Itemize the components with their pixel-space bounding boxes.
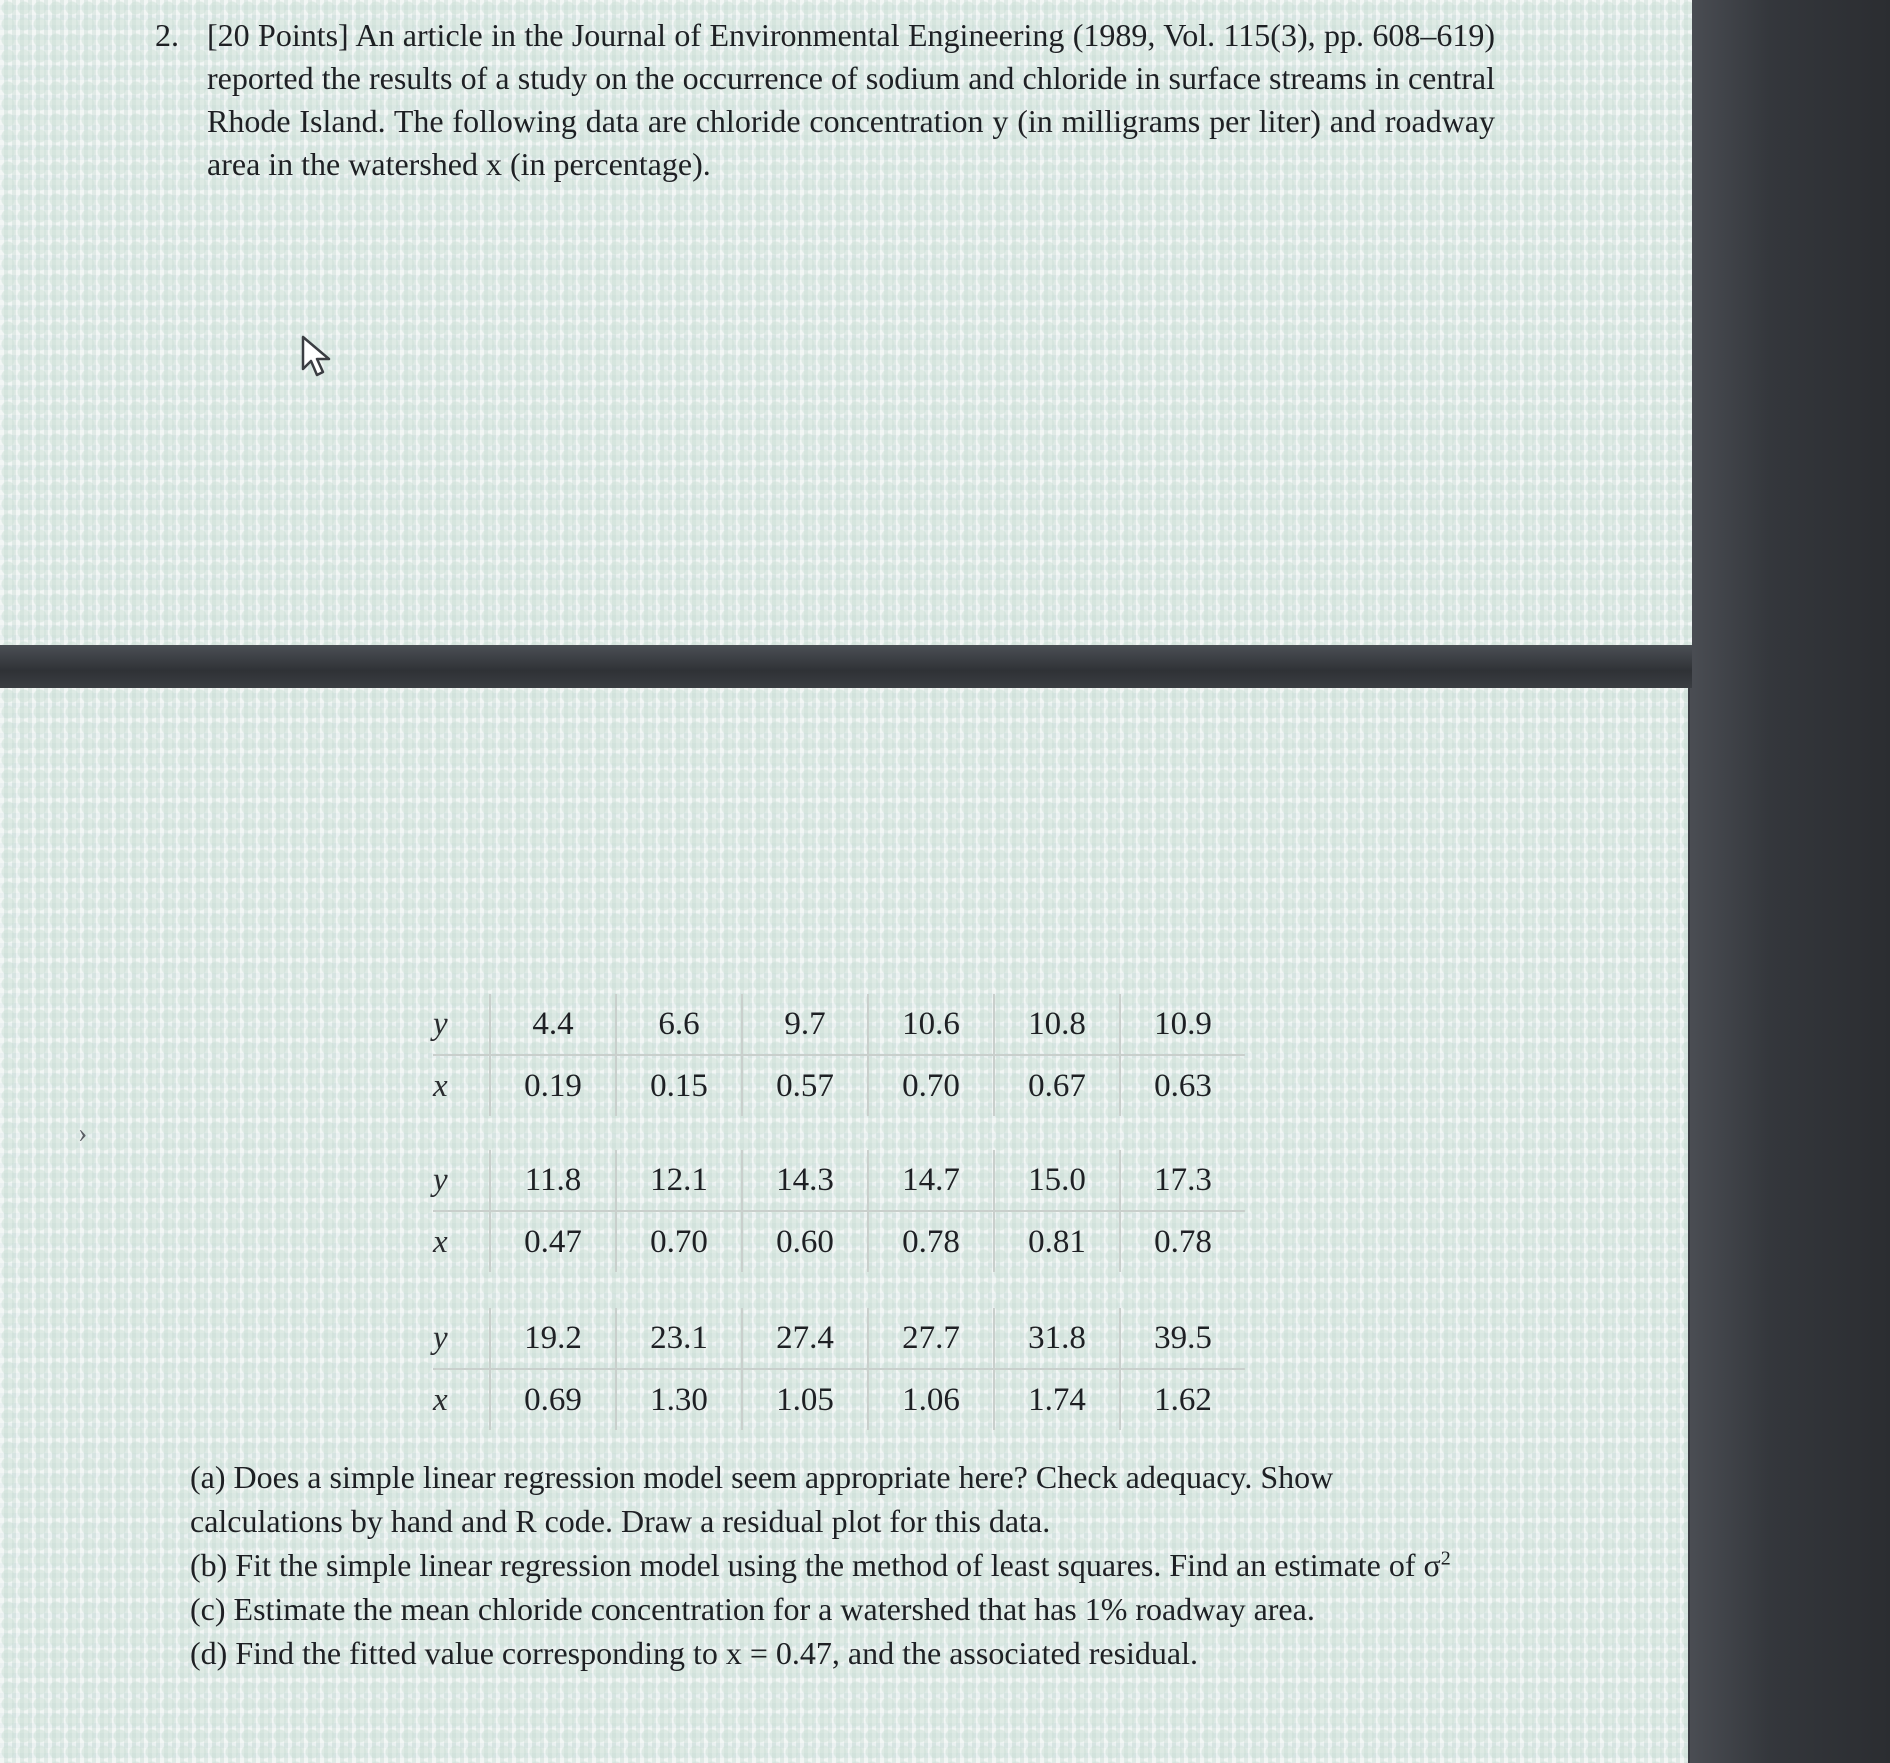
table-cell: 0.81: [994, 1211, 1120, 1272]
table-cell: 10.9: [1120, 994, 1245, 1055]
table-cell: 1.74: [994, 1369, 1120, 1430]
table-cell: 10.8: [994, 994, 1120, 1055]
sigma-exponent: 2: [1440, 1547, 1451, 1570]
question-b-text: (b) Fit the simple linear regression model using the method of least squares. Find an estimate of σ: [190, 1547, 1441, 1583]
table-cell: 0.15: [616, 1055, 742, 1116]
table-row-x: [433, 1369, 1245, 1430]
table-cell: 0.57: [742, 1055, 868, 1116]
table-cell: 39.5: [1120, 1308, 1245, 1369]
table-cell: 0.70: [616, 1211, 742, 1272]
table-cell: 4.4: [490, 994, 616, 1055]
table-cell: 0.47: [490, 1211, 616, 1272]
table-cell: 12.1: [616, 1150, 742, 1211]
table-cell: 14.7: [868, 1150, 994, 1211]
table-cell: 0.60: [742, 1211, 868, 1272]
stray-mark: ›: [78, 1118, 88, 1149]
table-cell: 17.3: [1120, 1150, 1245, 1211]
table-cell: 31.8: [994, 1308, 1120, 1369]
question-b: [190, 1543, 1490, 1587]
table-cell: 0.70: [868, 1055, 994, 1116]
table-row-y: [433, 1308, 1245, 1369]
table-cell: 1.06: [868, 1369, 994, 1430]
data-table-block-1: [433, 994, 1245, 1116]
table-cell: 27.7: [868, 1308, 994, 1369]
table-row-x: [433, 1055, 1245, 1116]
table-cell: 10.6: [868, 994, 994, 1055]
question-list: [190, 1455, 1490, 1675]
table-cell: 0.78: [868, 1211, 994, 1272]
table-cell: 9.7: [742, 994, 868, 1055]
problem-statement: [155, 14, 1495, 186]
table-cell: 0.78: [1120, 1211, 1245, 1272]
table-cell: 0.67: [994, 1055, 1120, 1116]
data-table-block-3: [433, 1308, 1245, 1430]
table-cell: 0.69: [490, 1369, 616, 1430]
x-label: x: [433, 1381, 448, 1418]
y-label: y: [433, 1308, 490, 1369]
monitor-bezel: [1690, 0, 1890, 1763]
question-d: (d) Find the fitted value corresponding to x = 0.47, and the associated residual.: [190, 1635, 1199, 1671]
data-table-block-2: [433, 1150, 1245, 1272]
table-cell: 23.1: [616, 1308, 742, 1369]
question-c: (c) Estimate the mean chloride concentration for a watershed that has 1% roadway area.: [190, 1591, 1315, 1627]
y-label: y: [433, 994, 490, 1055]
table-cell: 14.3: [742, 1150, 868, 1211]
y-label: y: [433, 1150, 490, 1211]
table-cell: 27.4: [742, 1308, 868, 1369]
table-row-y: [433, 994, 1245, 1055]
problem-text: [20 Points] An article in the Journal of Environmental Engineering (1989, Vol. 115(3), pp. 608–619) reported the results of a study on the occurrence of sodium and chloride in surface streams in central Rhode Island. The following data are chloride concentration y (in milligrams per liter) and roadway area in the watershed x (in percentage).: [207, 17, 1495, 182]
table-row-y: [433, 1150, 1245, 1211]
x-label: x: [433, 1067, 448, 1104]
table-cell: 19.2: [490, 1308, 616, 1369]
table-cell: 6.6: [616, 994, 742, 1055]
panel-divider: [0, 645, 1692, 688]
table-cell: 11.8: [490, 1150, 616, 1211]
x-label: x: [433, 1223, 448, 1260]
question-a: (a) Does a simple linear regression model seem appropriate here? Check adequacy. Show calculations by hand and R code. Draw a residual plot for this data.: [190, 1459, 1334, 1539]
table-row-x: [433, 1211, 1245, 1272]
table-cell: 0.19: [490, 1055, 616, 1116]
problem-number: 2.: [155, 17, 179, 53]
table-cell: 0.63: [1120, 1055, 1245, 1116]
table-cell: 1.30: [616, 1369, 742, 1430]
table-cell: 15.0: [994, 1150, 1120, 1211]
mouse-pointer-icon: [300, 335, 340, 385]
table-cell: 1.62: [1120, 1369, 1245, 1430]
table-cell: 1.05: [742, 1369, 868, 1430]
